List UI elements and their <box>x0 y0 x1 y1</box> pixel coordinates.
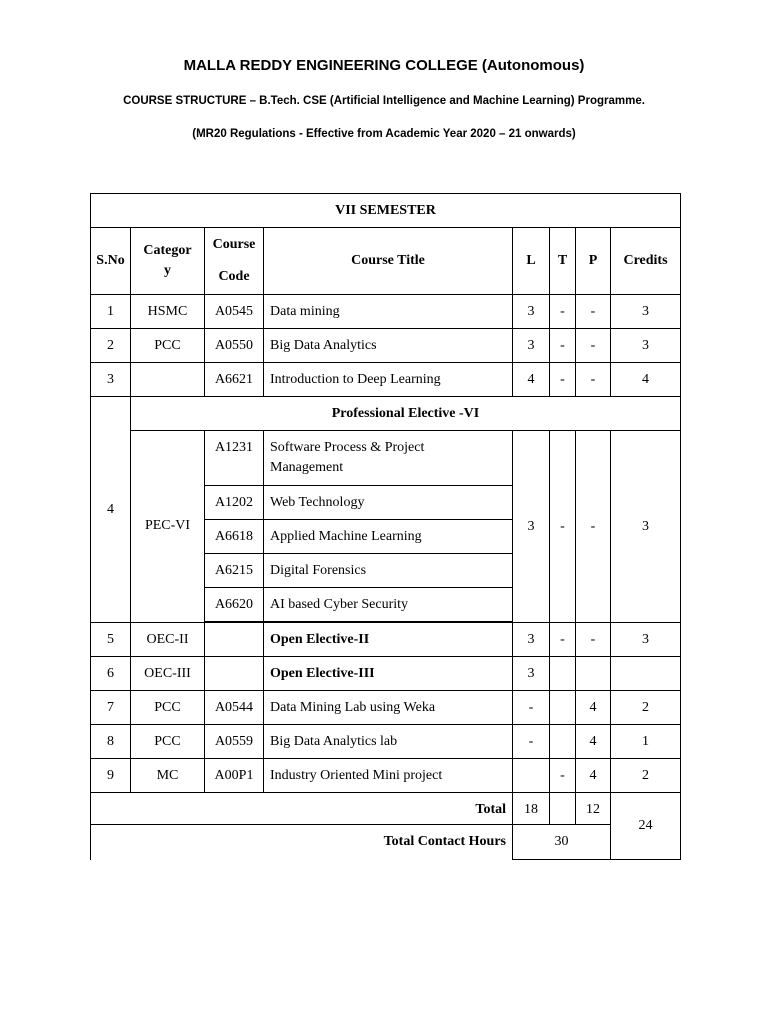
cell-code: A0550 <box>205 329 264 363</box>
col-category-line2: y <box>164 263 171 278</box>
cell-code: A6620 <box>205 588 264 622</box>
cell-code: A6621 <box>205 363 264 397</box>
cell-code: A6618 <box>205 520 264 554</box>
total-l: 18 <box>513 793 550 825</box>
cell-title: Open Elective-II <box>264 623 513 657</box>
cell-sno: 9 <box>91 759 131 793</box>
cell-category: PCC <box>131 329 205 363</box>
cell-code: A6215 <box>205 554 264 588</box>
cell-code: A0545 <box>205 295 264 329</box>
cell-title: Big Data Analytics lab <box>264 725 513 759</box>
cell-credits: 4 <box>611 363 681 397</box>
table-row <box>91 363 681 397</box>
table-row <box>91 657 681 691</box>
contact-hours-label: Total Contact Hours <box>91 825 513 860</box>
cell-category: OEC-II <box>131 623 205 657</box>
cell-title: Industry Oriented Mini project <box>264 759 513 793</box>
cell-title-line2: Management <box>270 460 344 475</box>
cell-l: 4 <box>513 363 550 397</box>
col-course-title: Course Title <box>264 228 513 295</box>
cell-title: Data mining <box>264 295 513 329</box>
cell-code <box>205 623 264 657</box>
cell-title <box>264 431 513 486</box>
cell-t <box>550 691 576 725</box>
table-row <box>91 725 681 759</box>
cell-category: OEC-III <box>131 657 205 691</box>
cell-l: 3 <box>513 431 550 623</box>
cell-l: 3 <box>513 623 550 657</box>
cell-l: 3 <box>513 295 550 329</box>
cell-code <box>205 657 264 691</box>
total-credits: 24 <box>611 793 681 860</box>
cell-t: - <box>550 363 576 397</box>
contact-hours-value: 30 <box>513 825 611 860</box>
cell-category: HSMC <box>131 295 205 329</box>
header-row <box>91 228 681 295</box>
page-title: MALLA REDDY ENGINEERING COLLEGE (Autonomous) <box>183 57 585 74</box>
col-sno: S.No <box>91 228 131 295</box>
table-row <box>91 295 681 329</box>
cell-title: AI based Cyber Security <box>264 588 513 622</box>
cell-code: A1231 <box>205 431 264 486</box>
elective-heading: Professional Elective -VI <box>131 397 681 431</box>
col-course-code <box>205 228 264 295</box>
cell-p: 4 <box>576 725 611 759</box>
cell-credits: 2 <box>611 691 681 725</box>
semester-heading: VII SEMESTER <box>91 194 681 228</box>
cell-sno: 5 <box>91 623 131 657</box>
cell-credits: 3 <box>611 295 681 329</box>
cell-l: 3 <box>513 657 550 691</box>
table-row <box>91 623 681 657</box>
total-label: Total <box>91 793 513 825</box>
cell-code: A1202 <box>205 486 264 520</box>
cell-title: Digital Forensics <box>264 554 513 588</box>
col-credits: Credits <box>611 228 681 295</box>
cell-title: Big Data Analytics <box>264 329 513 363</box>
cell-credits: 2 <box>611 759 681 793</box>
cell-l: - <box>513 725 550 759</box>
cell-credits: 3 <box>611 431 681 623</box>
cell-p: - <box>576 295 611 329</box>
cell-credits <box>611 657 681 691</box>
cell-sno: 3 <box>91 363 131 397</box>
col-category <box>131 228 205 295</box>
cell-sno: 1 <box>91 295 131 329</box>
cell-title: Introduction to Deep Learning <box>264 363 513 397</box>
cell-p: - <box>576 431 611 623</box>
cell-sno: 8 <box>91 725 131 759</box>
elective-heading-row <box>91 397 681 431</box>
cell-category: MC <box>131 759 205 793</box>
elective-course-row <box>91 431 681 486</box>
col-code-line1: Course <box>212 237 256 252</box>
cell-sno: 4 <box>91 397 131 623</box>
cell-title-line1: Software Process & Project <box>270 440 425 455</box>
cell-p: 4 <box>576 759 611 793</box>
cell-category: PEC-VI <box>131 431 205 622</box>
col-l: L <box>513 228 550 295</box>
total-row <box>91 793 681 825</box>
col-code-line2: Code <box>218 269 250 284</box>
cell-code: A00P1 <box>205 759 264 793</box>
cell-t: - <box>550 295 576 329</box>
cell-t: - <box>550 329 576 363</box>
cell-t: - <box>550 623 576 657</box>
cell-t <box>550 725 576 759</box>
cell-code: A0544 <box>205 691 264 725</box>
table-row <box>91 329 681 363</box>
col-category-line1: Categor <box>143 243 192 258</box>
cell-code: A0559 <box>205 725 264 759</box>
cell-category: PCC <box>131 725 205 759</box>
cell-credits: 1 <box>611 725 681 759</box>
cell-l <box>513 759 550 793</box>
cell-sno: 6 <box>91 657 131 691</box>
col-t: T <box>550 228 576 295</box>
contact-hours-row <box>91 825 681 860</box>
cell-p: - <box>576 363 611 397</box>
cell-l: - <box>513 691 550 725</box>
cell-category <box>131 363 205 397</box>
cell-t: - <box>550 431 576 623</box>
col-p: P <box>576 228 611 295</box>
course-structure-subtitle: COURSE STRUCTURE – B.Tech. CSE (Artificial Intelligence and Machine Learning) Programme. <box>123 95 645 107</box>
cell-credits: 3 <box>611 329 681 363</box>
cell-title: Data Mining Lab using Weka <box>264 691 513 725</box>
cell-credits: 3 <box>611 623 681 657</box>
cell-p: - <box>576 329 611 363</box>
cell-title: Open Elective-III <box>264 657 513 691</box>
cell-sno: 2 <box>91 329 131 363</box>
cell-p: 4 <box>576 691 611 725</box>
cell-l: 3 <box>513 329 550 363</box>
cell-title: Web Technology <box>264 486 513 520</box>
cell-category: PCC <box>131 691 205 725</box>
table-row <box>91 759 681 793</box>
total-t <box>550 793 576 825</box>
cell-p <box>576 657 611 691</box>
regulations-note: (MR20 Regulations - Effective from Academic Year 2020 – 21 onwards) <box>192 128 576 140</box>
cell-p: - <box>576 623 611 657</box>
cell-title: Applied Machine Learning <box>264 520 513 554</box>
total-p: 12 <box>576 793 611 825</box>
cell-sno: 7 <box>91 691 131 725</box>
table-row <box>91 691 681 725</box>
course-structure-table <box>90 193 681 860</box>
cell-t <box>550 657 576 691</box>
cell-t: - <box>550 759 576 793</box>
